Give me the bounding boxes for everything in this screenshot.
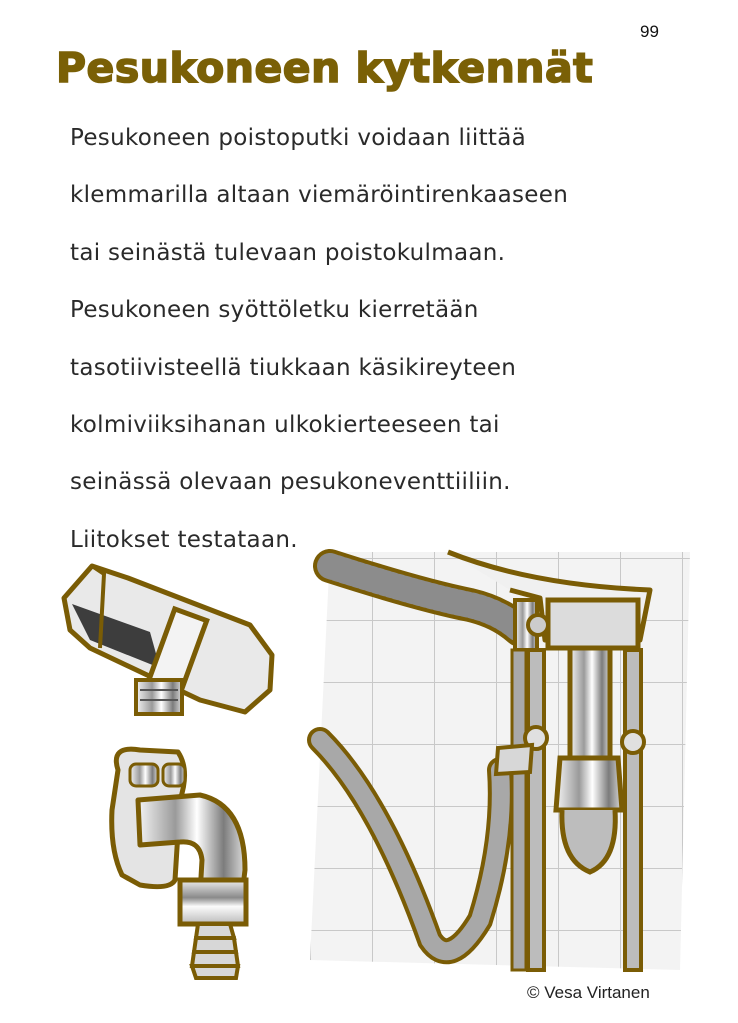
body-line: klemmarilla altaan viemäröintirenkaaseen (70, 182, 569, 209)
plumbing-illustration (0, 540, 738, 980)
page-number: 99 (640, 22, 659, 41)
body-line: seinässä olevaan pesukoneventtiiliin. (70, 469, 511, 496)
page-title: Pesukoneen kytkennät (56, 44, 594, 92)
body-line: Pesukoneen syöttöletku kierretään (70, 297, 479, 324)
washing-machine-valve-icon (112, 749, 246, 978)
body-line: Pesukoneen poistoputki voidaan liittää (70, 125, 526, 151)
body-text (70, 118, 690, 577)
body-line: tasotiivisteellä tiukkaan käsikireyteen (70, 354, 517, 381)
copyright-notice: © Vesa Virtanen (527, 983, 650, 1002)
valve-icon (64, 566, 272, 714)
sink-drain-illustration (310, 552, 690, 970)
body-line: Liitokset testataan. (70, 526, 298, 553)
body-line: tai seinästä tulevaan poistokulmaan. (70, 239, 506, 266)
body-line: kolmiviiksihanan ulkokierteeseen tai (70, 411, 500, 438)
